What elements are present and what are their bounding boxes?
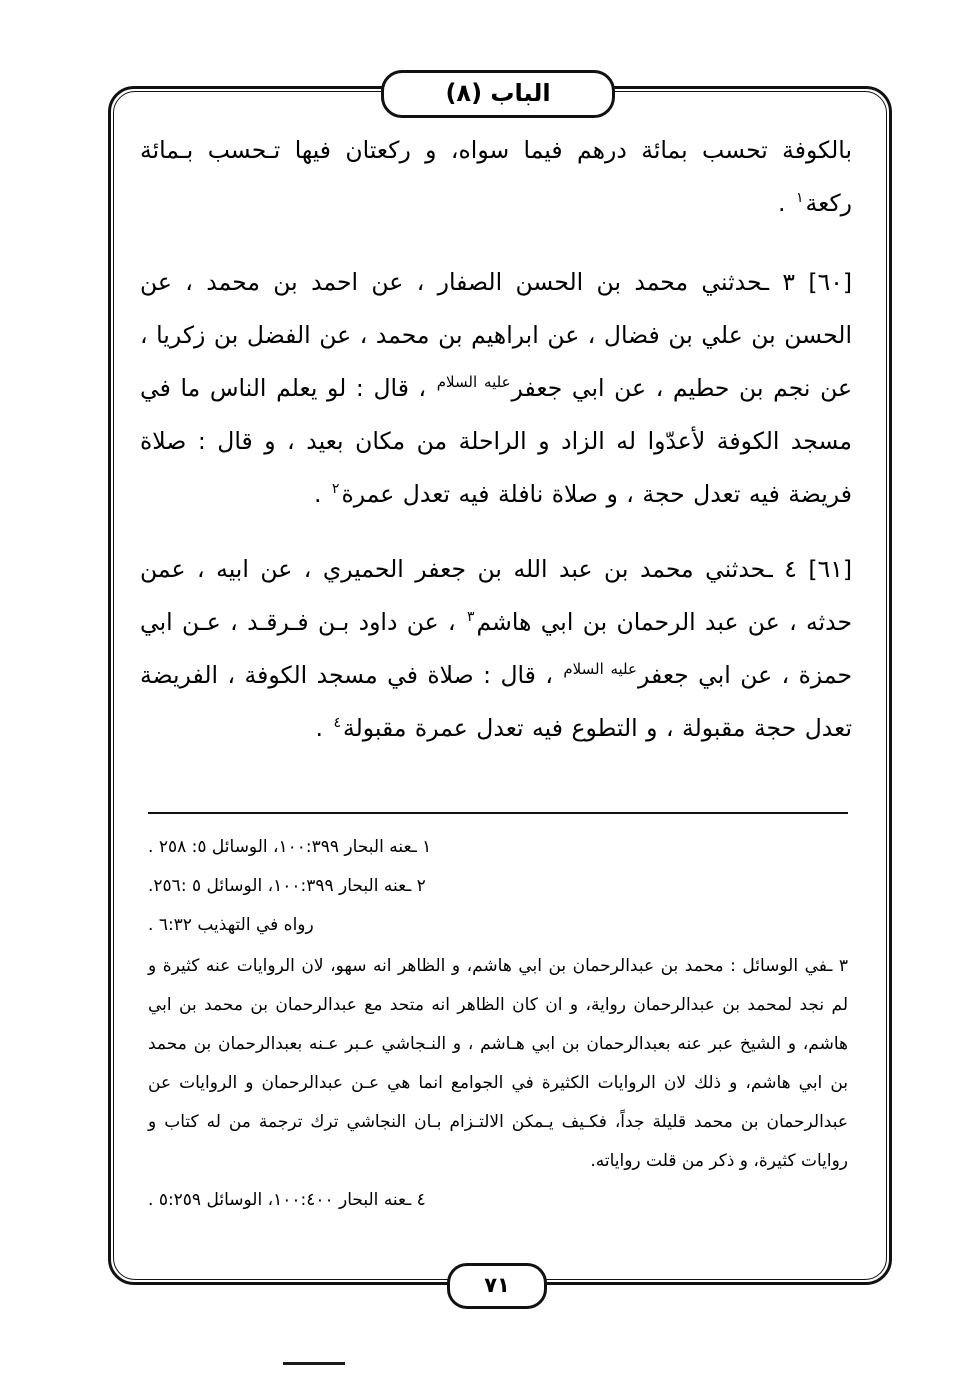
hadith-3-bracket-number: [٦٠] [808, 268, 852, 296]
honorific-alayhi-salam-icon: عليه السلام [563, 660, 637, 679]
hadith-entry-3 [140, 256, 852, 521]
paragraph-continuation-tail: . [778, 189, 794, 217]
paragraph-continuation-text: بالكوفة تحسب بمائة درهم فيما سواه، و ركعتان فيها تـحسب بـمائة ركعة [140, 136, 852, 217]
footnote-item-2-continuation [148, 906, 848, 945]
footnote-ref-4: ٤ [333, 715, 341, 732]
footnote-1-text: عنه البحار ١٠٠:٣٩٩، الوسائل ٥: ٢٥٨ . [148, 837, 412, 857]
hadith-4-isnad-part1: حدثني محمد بن عبد الله بن جعفر الحميري ، عن ابيه ، عمن حدثه ، عن عبد الرحمان بن ابي هاشم [140, 555, 852, 636]
hadith-3-isnad: حدثني محمد بن الحسن الصفار ، عن احمد بن محمد ، عن الحسن بن علي بن فضال ، عن ابراهيم بن محمد ، عن الفضل بن زكريا ، عن نجم بن حطيم ، عن ابي جعفر [140, 268, 852, 402]
footnote-item-1 [148, 828, 848, 867]
footnote-section [148, 828, 848, 1220]
chapter-header-label: الباب (٨) [445, 79, 551, 107]
hadith-3-serial: ٣ ـ [762, 268, 796, 296]
footnote-3-marker: ٣ ـ [827, 956, 849, 976]
hadith-4-tail: . [315, 714, 332, 742]
hadith-4-isnad-part2: ، عن داود بـن فـرقـد ، عـن ابي حمزة ، عن ابي جعفر [140, 608, 853, 689]
chapter-header-cartouche [381, 70, 615, 118]
footnote-item-4 [148, 1181, 848, 1220]
hadith-3-tail: . [313, 480, 330, 508]
footnote-item-3 [148, 947, 848, 1181]
footnote-ref-2: ٢ [331, 481, 340, 498]
hadith-4-matn: ، قال : صلاة في مسجد الكوفة ، الفريضة تعدل حجة مقبولة ، و التطوع فيه تعدل عمرة مقبولة [140, 661, 852, 742]
footnote-2-text: عنه البحار ١٠٠:٣٩٩، الوسائل ٥ :٢٥٦. [148, 876, 407, 896]
footnote-4-text: عنه البحار ١٠٠:٤٠٠، الوسائل ٥:٢٥٩ . [148, 1190, 407, 1210]
footnote-ref-1: ١ [795, 190, 804, 207]
footnote-separator-rule [148, 812, 848, 814]
scan-artifact-mark [283, 1362, 345, 1365]
paragraph-continuation [140, 124, 852, 230]
footnote-2b-text: رواه في التهذيب ٦:٣٢ . [148, 915, 314, 935]
page-body [140, 124, 852, 764]
hadith-4-serial: ٤ ـ [765, 555, 797, 583]
hadith-3-matn: ، قال : لو يعلم الناس ما في مسجد الكوفة لأعدّوا له الزاد و الراحلة من مكان بعيد ، و قال : صلاة فريضة فيه تعدل حجة ، و صلاة نافلة فيه تعدل عمرة [140, 374, 852, 508]
hadith-entry-4 [140, 543, 852, 755]
page-number-cartouche [447, 1263, 547, 1309]
honorific-alayhi-salam-icon: عليه السلام [436, 373, 511, 392]
footnote-1-marker: ١ ـ [411, 837, 432, 857]
footnote-4-marker: ٤ ـ [406, 1190, 426, 1210]
page-number-label: ٧١ [484, 1272, 510, 1297]
footnote-3-text: في الوسائل : محمد بن عبدالرحمان بن ابي هاشم، و الظاهر انه سهو، لان الروايات عنه كثيرة و لم نجد لمحمد بن عبدالرحمان رواية، و ان كان الظاهر انه متحد مع عبدالرحمان بن محمد بن ابي هاشم، و الشيخ عبر عنه بعبدالرحمان بن ابي هـاشم ، و النـجاشي عـبر عـنه بعبدالرحمان بن محمد بن ابي هاشم، و ذلك لان الروايات الكثيرة في الجوامع انما هي عـن عبدالرحمان و الروايات عن عبدالرحمان بن محمد قليلة جداً، فكـيف يـمكن الالتـزام بـان النجاشي ترك ترجمة من له كتاب و روايات كثيرة، و ذكر من قلت رواياته. [148, 956, 848, 1171]
footnote-item-2 [148, 867, 848, 906]
footnote-2-marker: ٢ ـ [406, 876, 426, 896]
footnote-ref-3: ٣ [466, 609, 475, 626]
hadith-4-bracket-number: [٦١] [808, 555, 852, 583]
